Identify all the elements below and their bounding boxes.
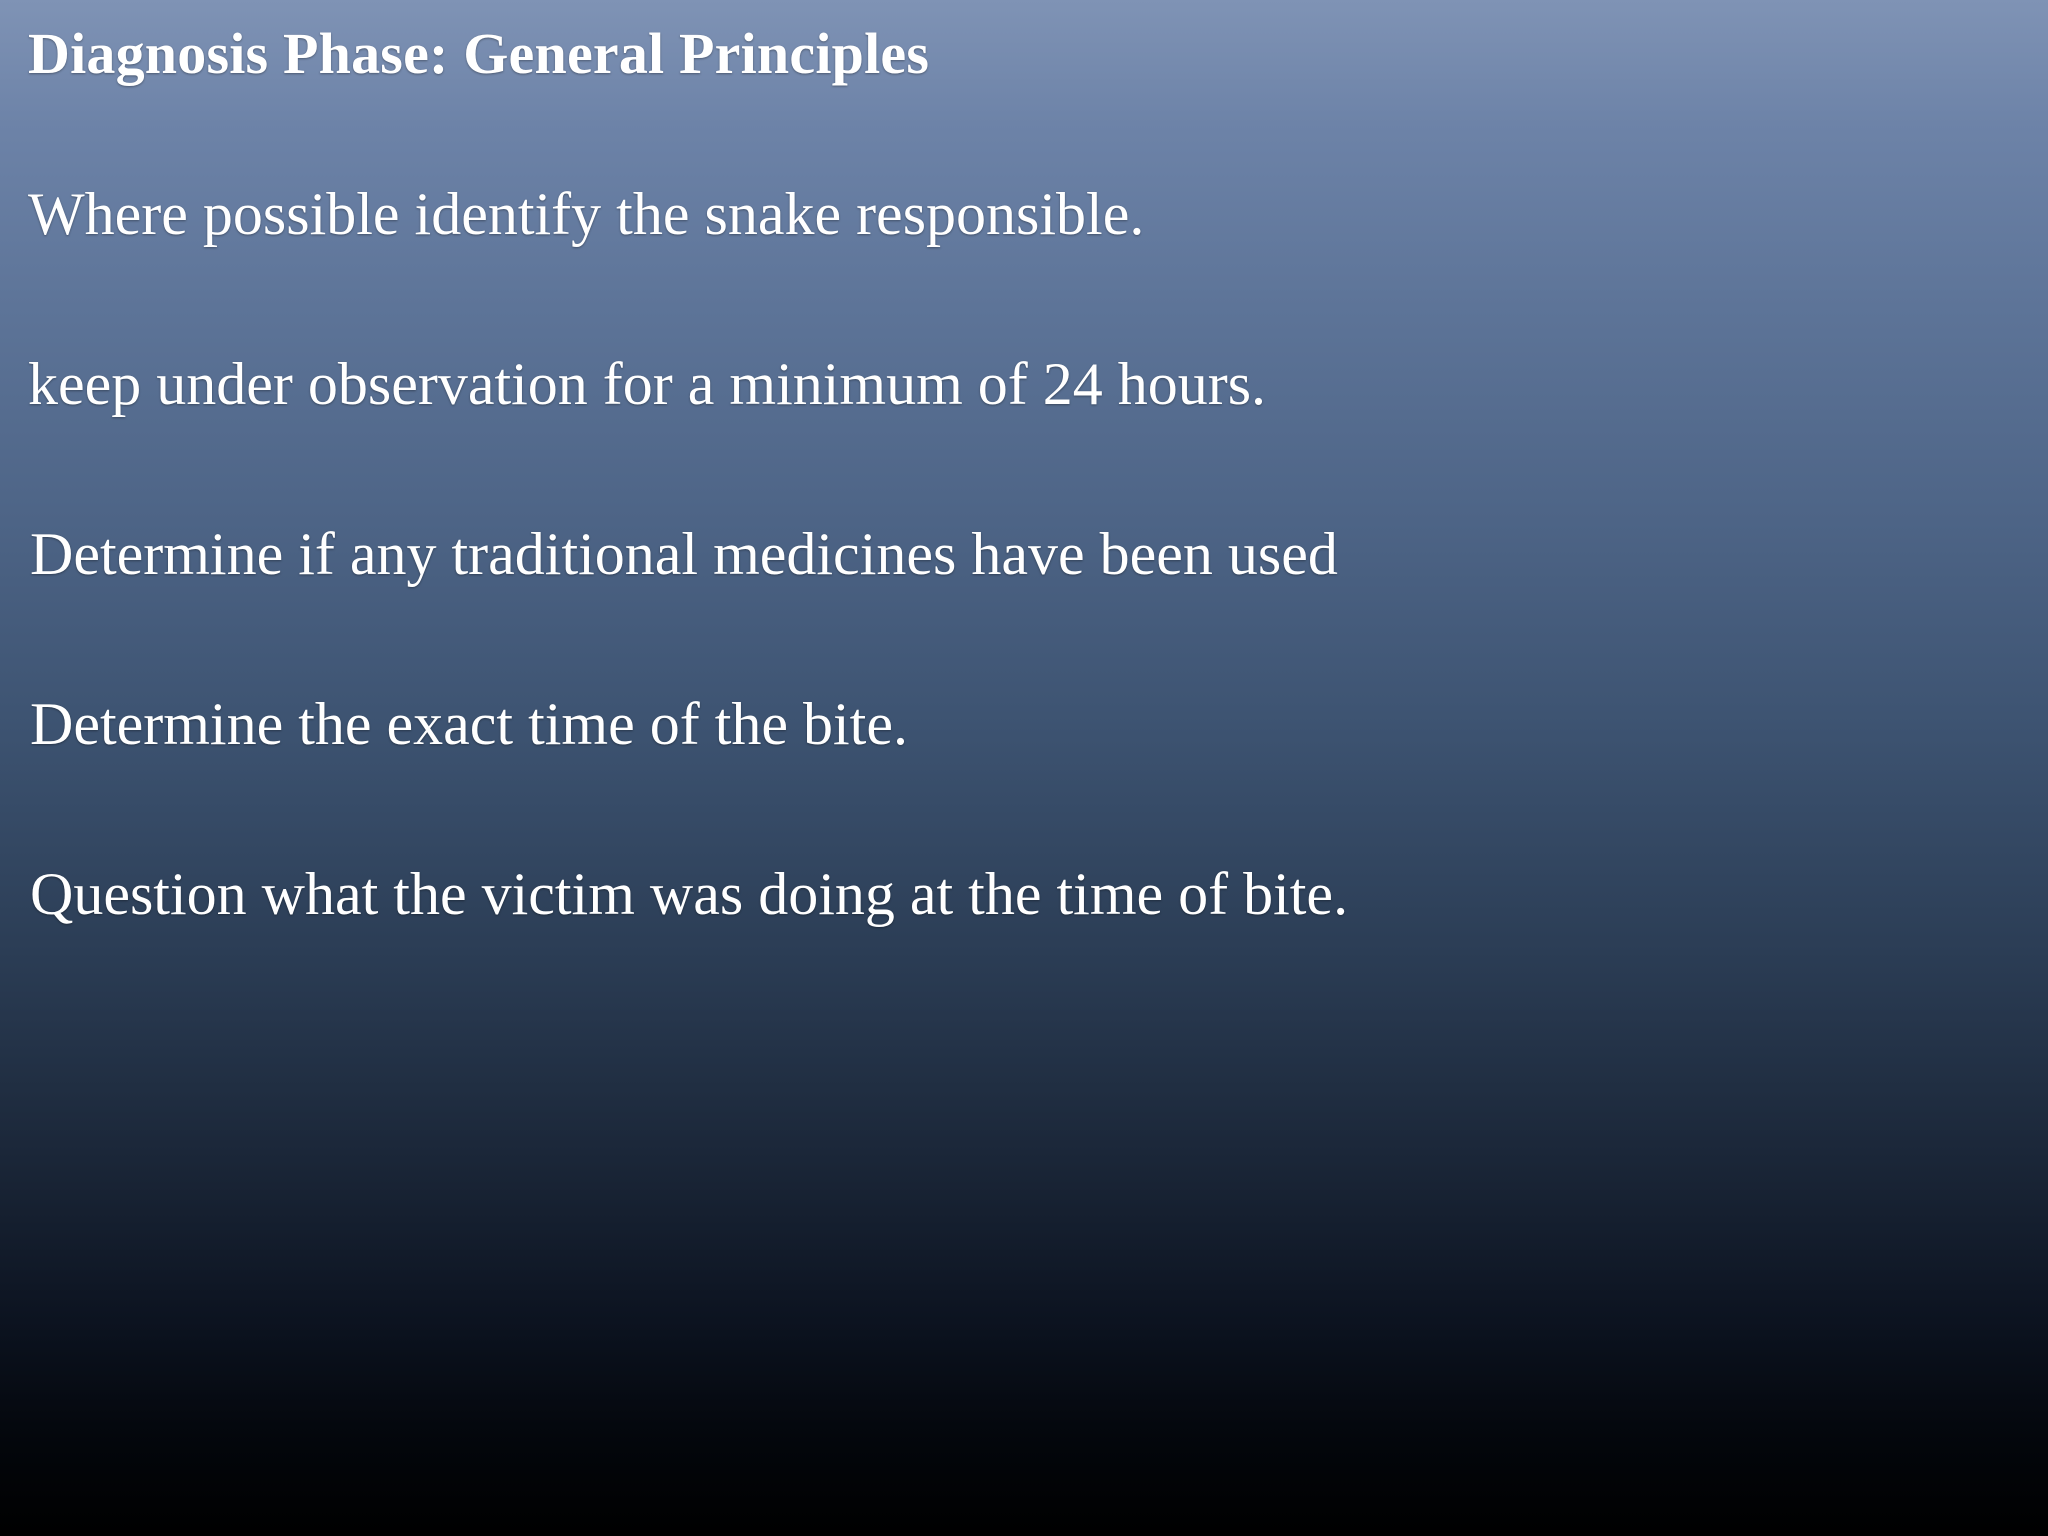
slide-content xyxy=(28,22,2038,926)
page-title: Diagnosis Phase: General Principles xyxy=(28,21,930,86)
list-item: keep under observation for a minimum of 24 hours. xyxy=(28,350,1267,417)
bullet-list xyxy=(28,180,2038,927)
list-item: Determine the exact time of the bite. xyxy=(30,690,908,757)
list-item: Question what the victim was doing at the time of bite. xyxy=(30,860,1349,927)
list-item: Determine if any traditional medicines have been used xyxy=(30,520,1338,587)
list-item: Where possible identify the snake responsible. xyxy=(28,180,1145,247)
